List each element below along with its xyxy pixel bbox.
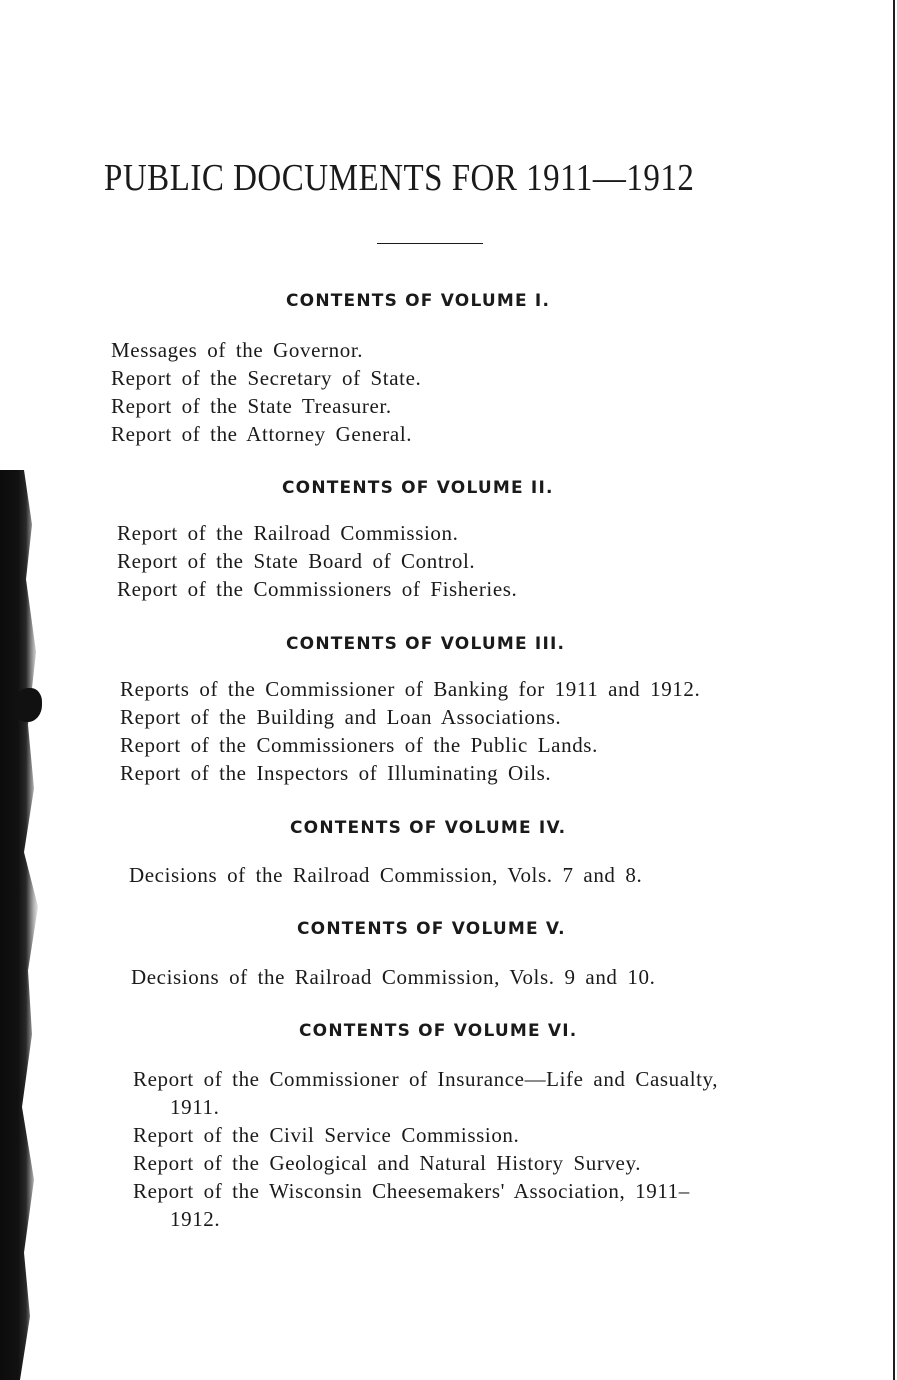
volume-3-entry: Report of the Building and Loan Associations. bbox=[120, 705, 562, 729]
volume-1-entry: Report of the Secretary of State. bbox=[111, 366, 422, 390]
volume-3-entry: Report of the Commissioners of the Public Lands. bbox=[120, 733, 598, 757]
volume-1-entry: Report of the Attorney General. bbox=[111, 422, 413, 446]
volume-6-entry-continuation: 1912. bbox=[170, 1207, 221, 1231]
volume-4-entry: Decisions of the Railroad Commission, Vols. 7 and 8. bbox=[129, 863, 643, 887]
volume-2-entry: Report of the Railroad Commission. bbox=[117, 521, 459, 545]
volume-3-heading: CONTENTS OF VOLUME III. bbox=[286, 634, 566, 654]
volume-2-entry: Report of the Commissioners of Fisheries. bbox=[117, 577, 518, 601]
binding-ink-blot bbox=[14, 688, 42, 722]
volume-6-entry: Report of the Civil Service Commission. bbox=[133, 1123, 520, 1147]
page-edge-rule bbox=[893, 0, 895, 1380]
volume-4-heading: CONTENTS OF VOLUME IV. bbox=[290, 818, 567, 838]
volume-6-entry: Report of the Commissioner of Insurance—Life and Casualty, bbox=[133, 1067, 719, 1091]
volume-1-heading: CONTENTS OF VOLUME I. bbox=[286, 291, 551, 311]
volume-1-entry: Report of the State Treasurer. bbox=[111, 394, 392, 418]
volume-6-entry: Report of the Geological and Natural History Survey. bbox=[133, 1151, 642, 1175]
volume-5-entry: Decisions of the Railroad Commission, Vols. 9 and 10. bbox=[131, 965, 656, 989]
title-divider bbox=[377, 243, 483, 244]
volume-6-entry: Report of the Wisconsin Cheesemakers' Association, 1911– bbox=[133, 1179, 690, 1203]
volume-6-entry-continuation: 1911. bbox=[170, 1095, 220, 1119]
volume-5-heading: CONTENTS OF VOLUME V. bbox=[297, 919, 566, 939]
page-title: PUBLIC DOCUMENTS FOR 1911—1912 bbox=[104, 158, 695, 200]
volume-3-entry: Report of the Inspectors of Illuminating Oils. bbox=[120, 761, 552, 785]
volume-2-entry: Report of the State Board of Control. bbox=[117, 549, 476, 573]
volume-6-heading: CONTENTS OF VOLUME VI. bbox=[299, 1021, 578, 1041]
volume-3-entry: Reports of the Commissioner of Banking for 1911 and 1912. bbox=[120, 677, 701, 701]
binding-edge-shadow bbox=[0, 470, 40, 1380]
volume-1-entry: Messages of the Governor. bbox=[111, 338, 364, 362]
volume-2-heading: CONTENTS OF VOLUME II. bbox=[282, 478, 554, 498]
